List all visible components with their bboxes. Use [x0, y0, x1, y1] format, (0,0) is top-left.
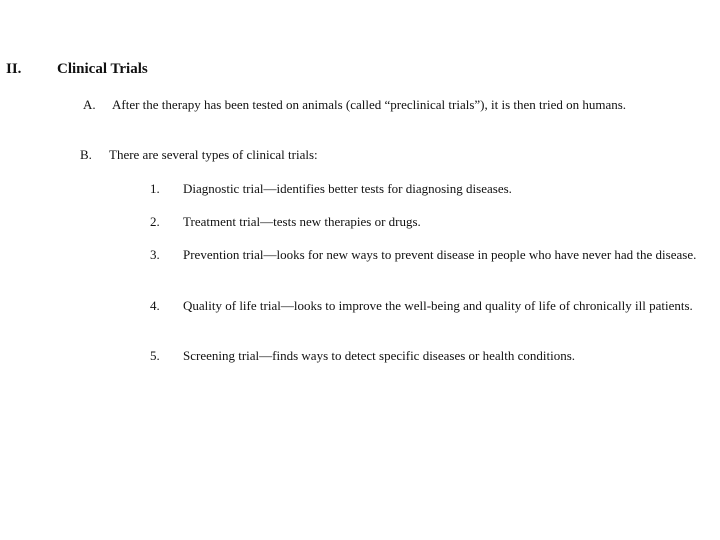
subsection-text-a: After the therapy has been tested on animals (called “preclinical trials”), it is then tried on humans.	[112, 97, 627, 112]
subsection-letter-a: A.	[83, 97, 96, 112]
list-item-text: Screening trial—finds ways to detect specific diseases or health conditions.	[183, 348, 576, 363]
list-item-number: 2.	[150, 214, 160, 229]
list-item-text: Quality of life trial—looks to improve the well-being and quality of life of chronically ill patients.	[183, 298, 693, 313]
subsection-text-b: There are several types of clinical trials:	[109, 147, 318, 162]
list-item-number: 3.	[150, 247, 160, 262]
list-item-text: Diagnostic trial—identifies better tests for diagnosing diseases.	[183, 181, 512, 196]
list-item-number: 1.	[150, 181, 160, 196]
list-item-number: 5.	[150, 348, 160, 363]
list-item-text: Prevention trial—looks for new ways to prevent disease in people who have never had the disease.	[183, 247, 697, 262]
section-title: Clinical Trials	[57, 61, 148, 77]
list-item-number: 4.	[150, 298, 160, 313]
list-item-text: Treatment trial—tests new therapies or drugs.	[183, 214, 421, 229]
subsection-letter-b: B.	[80, 147, 92, 162]
section-number: II.	[6, 61, 22, 77]
